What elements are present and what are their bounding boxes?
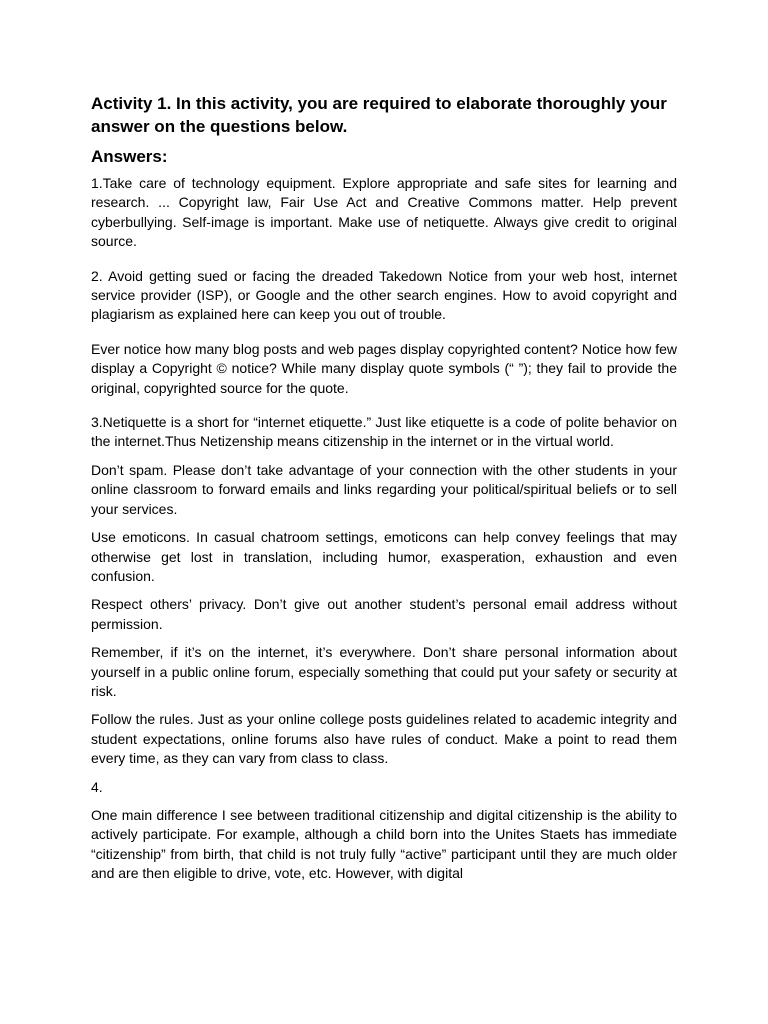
paragraph-emoticons: Use emoticons. In casual chatroom settings, emoticons can help convey feelings that may otherwise get lost in translation, including humor, exasperation, exhaustion and even confusion. (91, 529, 677, 584)
paragraph-privacy: Respect others’ privacy. Don’t give out another student’s personal email address without permission. (91, 596, 677, 632)
activity-heading: Activity 1. In this activity, you are required to elaborate thoroughly your answer on the questions below. (91, 94, 667, 136)
paragraph-copyright-notice: Ever notice how many blog posts and web pages display copyrighted content? Notice how few display a Copyright © notice? While many display quote symbols (“ ”); they fail to provide the original, copyrighted source for the quote. (91, 340, 677, 396)
paragraph-answer-1: 1.Take care of technology equipment. Explore appropriate and safe sites for learning and research. ... Copyright law, Fair Use Act and Creative Commons matter. Help prevent cyberbullying. Self-image is important. Make use of netiquette. Always give credit to original source. (91, 175, 677, 250)
paragraph-dont-spam: Don’t spam. Please don’t take advantage of your connection with the other students in your online classroom to forward emails and links regarding your political/spiritual beliefs or to sell your services. (91, 461, 677, 517)
paragraph-answer-4: One main difference I see between traditional citizenship and digital citizenship is the ability to actively participate. For example, although a child born into the Unites Staets has immediate “citizenship” from birth, that child is not truly fully “active” participant until they are much older and are then eligible to drive, vote, etc. However, with digital (91, 806, 677, 882)
paragraph-everywhere: Remember, if it’s on the internet, it’s everywhere. Don’t share personal information about yourself in a public online forum, especially something that could put your safety or security at risk. (91, 644, 677, 699)
paragraph-answer-2: 2. Avoid getting sued or facing the dreaded Takedown Notice from your web host, internet service provider (ISP), or Google and the other search engines. How to avoid copyright and plagiarism as explained here can keep you out of trouble. (91, 267, 677, 323)
paragraph-answer-3: 3.Netiquette is a short for “internet etiquette.” Just like etiquette is a code of polite behavior on the internet.Thus Netizenship means citizenship in the internet or in the virtual world. (91, 414, 677, 450)
answers-label: Answers: (91, 147, 168, 166)
paragraph-follow-rules: Follow the rules. Just as your online college posts guidelines related to academic integrity and student expectations, online forums also have rules of conduct. Make a point to read them every time, as they can vary from class to class. (91, 711, 677, 767)
paragraph-answer-4-label: 4. (91, 778, 103, 795)
document-page (91, 92, 677, 884)
